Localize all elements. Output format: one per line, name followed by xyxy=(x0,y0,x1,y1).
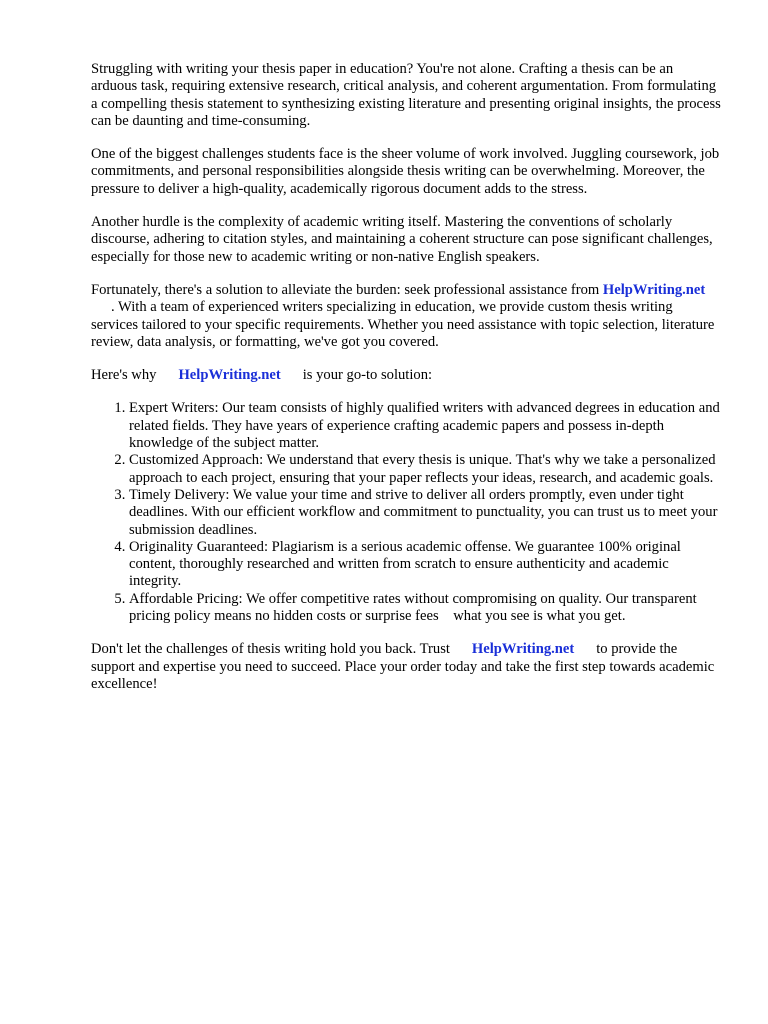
solution-paragraph xyxy=(91,282,721,351)
list-item: 2. Customized Approach: We understand that every thesis is unique. That's why we take a personalized approach to each project, ensuring that your paper reflects your ideas, research, and academic goals. xyxy=(129,452,721,487)
list-item: 5. Affordable Pricing: We offer competitive rates without compromising on quality. Our transparent pricing policy means no hidden costs or surprise fees what you see is what you get. xyxy=(129,591,721,626)
intro-paragraph: Struggling with writing your thesis paper in education? You're not alone. Crafting a thesis can be an arduous task, requiring extensive research, critical analysis, and coherent argumentation. From formulating a compelling thesis statement to synthesizing existing literature and presenting original insights, the process can be daunting and time-consuming. xyxy=(91,61,721,129)
workload-paragraph: One of the biggest challenges students face is the sheer volume of work involved. Juggling coursework, job commitments, and personal responsibilities alongside thesis writing can be overwhelming. Moreover, the pressure to deliver a high-quality, academically rigorous document adds to the stress. xyxy=(91,146,720,197)
helpwriting-link-1[interactable]: HelpWriting.net xyxy=(602,281,706,298)
why-text-after: is your go-to solution: xyxy=(302,367,433,384)
closing-text-before: Don't let the challenges of thesis writing hold you back. Trust xyxy=(91,641,450,658)
solution-text-before: Fortunately, there's a solution to alleviate the burden: seek professional assistance from xyxy=(91,281,600,298)
helpwriting-link-2[interactable]: HelpWriting.net xyxy=(178,367,281,384)
complexity-paragraph: Another hurdle is the complexity of academic writing itself. Mastering the conventions of scholarly discourse, adhering to citation styles, and maintaining a coherent structure can pose significant challenges, especially for those new to academic writing or non-native English speakers. xyxy=(91,214,713,265)
list-item: 1. Expert Writers: Our team consists of highly qualified writers with advanced degrees in education and related fields. They have years of experience crafting academic papers and possess in-depth knowledge of the subject matter. xyxy=(129,400,721,452)
helpwriting-link-3[interactable]: HelpWriting.net xyxy=(471,641,575,658)
why-paragraph xyxy=(91,367,721,384)
list-item: 3. Timely Delivery: We value your time and strive to deliver all orders promptly, even under tight deadlines. With our efficient workflow and commitment to punctuality, you can trust us to meet your submission deadlines. xyxy=(129,487,721,539)
why-text-before: Here's why xyxy=(91,367,157,384)
document-body xyxy=(91,61,721,709)
closing-text-after: to provide the support and expertise you need to succeed. Place your order today and take the first step towards academic excellence! xyxy=(91,641,715,692)
solution-text-after: . With a team of experienced writers specializing in education, we provide custom thesis writing services tailored to your specific requirements. Whether you need assistance with topic selection, literature review, data analysis, or formatting, we've got you covered. xyxy=(91,299,715,350)
list-item: 4. Originality Guaranteed: Plagiarism is a serious academic offense. We guarantee 100% original content, thoroughly researched and written from scratch to ensure authenticity and academic integrity. xyxy=(129,539,721,591)
reasons-list xyxy=(91,400,721,625)
closing-paragraph xyxy=(91,641,721,693)
